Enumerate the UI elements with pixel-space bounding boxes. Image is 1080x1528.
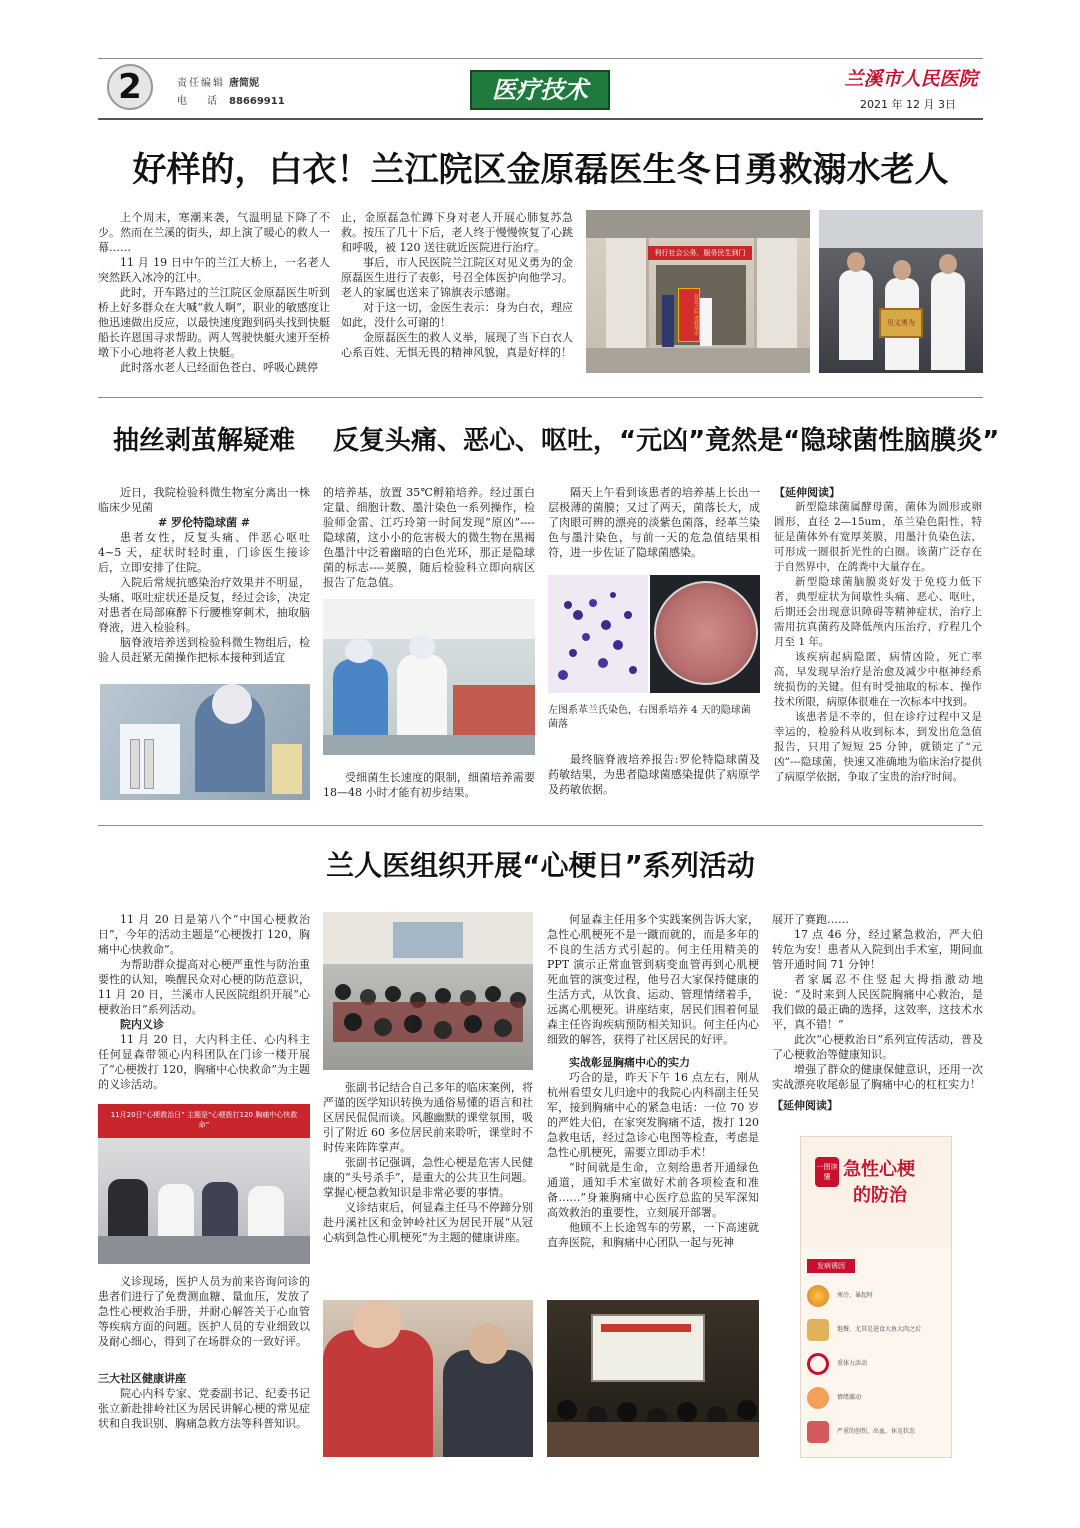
subheading-chest-pain-center: 实战彰显胸痛中心的实力 (569, 1056, 690, 1069)
photo-doctors-award (819, 210, 983, 373)
paragraph: 此次“心梗救治日”系列宣传活动，普及了心梗救治等健康知识。 (772, 1033, 983, 1061)
article2-further-reading (774, 485, 982, 785)
article3-col2 (323, 1080, 533, 1245)
banner-text: 11月20日“心梗救治日” 主题是“心梗拨打120 胸痛中心快救命” (110, 1111, 298, 1129)
photo-community-lecture (323, 912, 533, 1070)
article2-col2-bottom (323, 770, 535, 800)
hospital-logo (838, 64, 984, 91)
paragraph: 义诊现场，医护人员为前来咨询问诊的患者们进行了免费测血糖、量血压，发放了急性心梗救治手册，并耐心解答关于心血管等疾病方面的问题。医护人员的专业细致以及耐心细心，得到了在场群众的一致好评。 (98, 1275, 310, 1348)
exercise-icon (807, 1353, 829, 1375)
paragraph: 该疾病起病隐匿，病情凶险，死亡率高，早发现早治疗是治愈及减少中枢神经系统损伤的关键。但有时受抽取的标本、操作技术所限，病原体很难在一次标本中找到。 (774, 651, 982, 708)
paragraph: 张副书记结合自己多年的临床案例，将严谨的医学知识转换为通俗易懂的语言和社区居民侃侃而谈。风趣幽默的课堂氛围，吸引了附近 60 多位居民前来聆听，课堂时不时传来阵阵掌声。 (323, 1081, 533, 1154)
paragraph: 11 月 19 日中午的兰江大桥上，一名老人突然跃入冰冷的江中。 (98, 256, 330, 284)
editor-name: 唐简妮 (229, 78, 259, 89)
phone-label: 电 话 (177, 96, 217, 107)
seated-audience (547, 1300, 759, 1457)
poster-item (807, 1347, 943, 1381)
article3-headline: 兰人医组织开展“心梗日”系列活动 (326, 849, 755, 882)
paragraph: 11 月 20 日，大内科主任、心内科主任何显森带领心内科团队在门诊一楼开展了“心梗拨打 120，胸痛中心快救命”为主题的义诊活动。 (98, 1033, 310, 1091)
flag-text: 危急之际 勇救落水 (693, 294, 699, 336)
paragraph: 增强了群众的健康保健意识，还用一次实战漂亮收尾彰显了胸痛中心的杠杠实力！ (772, 1063, 983, 1091)
poster-item (807, 1381, 943, 1415)
article1-headline: 好样的，白衣！兰江院区金原磊医生冬日勇救溺水老人 (132, 150, 949, 190)
paragraph: 院心内科专家、党委副书记、纪委书记张立新赴排岭社区为居民讲解心梗的常见症状和自我识别、胸痛急救方法等科普知识。 (98, 1387, 310, 1430)
page-number-badge (107, 64, 153, 110)
paragraph: 义诊结束后，何显森主任马不停蹄分别赴丹溪社区和金钟岭社区为居民开展“从冠心病到急性心肌梗死”为主题的健康讲座。 (323, 1201, 533, 1244)
article2-col3 (548, 485, 760, 560)
subheading-lectures: 三大社区健康讲座 (98, 1372, 186, 1385)
paragraph: 上个周末，寒潮来袭，气温明显下降了不少。然而在兰溪的街头，却上演了暖心的救人一幕…… (98, 211, 330, 254)
hospital-name: 兰溪市人民医院 (844, 68, 978, 90)
article2-col2 (323, 485, 535, 590)
photo-ppt-lecture (547, 1300, 759, 1457)
article3-col1 (98, 912, 310, 1092)
article2-headline: 反复头痛、恶心、呕吐，“元凶”竟然是“隐球菌性脑膜炎” (333, 426, 1000, 456)
paragraph: 17 点 46 分，经过紧急救治，严大伯转危为安！患者从入院到出手术室，期间血管开通时间 71 分钟！ (772, 928, 983, 971)
paragraph: “时间就是生命，立刻给患者开通绿色通道，通知手术室做好术前各项检查和准备……”身兼胸痛中心医疗总监的吴军深知高效救治的重要性，立刻展开部署。 (547, 1161, 759, 1219)
photo-blood-pressure (323, 1300, 533, 1457)
poster-title-2: 的防治 (853, 1185, 907, 1206)
award-plaque (879, 308, 923, 338)
masthead-rule (98, 118, 983, 120)
infographic-poster (800, 1136, 952, 1458)
paragraph: 此时落水老人已经面色苍白、呼吸心跳停 (120, 361, 318, 374)
injury-icon (807, 1421, 829, 1443)
poster-item (807, 1279, 943, 1313)
article1-col1 (98, 210, 330, 375)
article3-col4 (772, 912, 983, 1113)
paragraph: 入院后常规抗感染治疗效果并不明显，头痛、呕吐症状还是反复，经过会诊，决定对患者在局部麻醉下行腰椎穿刺术，抽取脑脊液，进入检验科。 (98, 576, 310, 634)
article1-col2 (341, 210, 573, 360)
paragraph: 此时，开车路过的兰江院区金原磊医生听到桥上好多群众在大喊“救人啊”，职业的敏感度让他迅速做出反应，以最快速度跑到码头找到快艇船长许恩国寻求帮助。两人驾驶快艇火速开至桥墩下小心地将老人救上快艇。 (98, 286, 330, 359)
paragraph: 近日，我院检验科微生物室分离出一株临床少见菌 (98, 486, 310, 514)
paragraph: 展开了赛跑…… (772, 913, 849, 926)
paragraph: 巧合的是，昨天下午 16 点左右，刚从杭州看望女儿归途中的我院心内科副主任吴军，接到胸痛中心的紧急电话：一位 70 岁的严姓大伯，在家突发胸痛不适，拨打 120 急救电话，经过急诊心电图等检查，考虑是急性心肌梗死，需要立即动手术！ (547, 1071, 759, 1159)
paragraph: 新型隐球菌属酵母菌，菌体为圆形或卵圆形，直径 2—15um，革兰染色阳性，特征是菌体外有宽厚荚膜，用墨汁负染色法，可形成一圈很折光性的白圈。该菌广泛存在于自然界中，在鸽粪中大量存在。 (774, 501, 982, 573)
section-title: 医疗技术 (492, 76, 588, 104)
article2-col1 (98, 485, 310, 665)
emotion-icon (807, 1387, 829, 1409)
poster-title-1: 急性心梗 (843, 1159, 915, 1180)
poster-item (807, 1313, 943, 1347)
paragraph: 新型隐球菌脑膜炎好发于免疫力低下者，典型症状为间歇性头痛、恶心、呕吐，后期还会出现意识障碍等精神症状，治疗上需用抗真菌药及降低颅内压治疗，疗程几个月至 1 年。 (774, 576, 982, 648)
phone-number: 88669911 (229, 96, 285, 107)
paragraph: 受细菌生长速度的限制，细菌培养需要 18—48 小时才能有初步结果。 (323, 771, 535, 799)
sun-icon (807, 1285, 829, 1307)
section-divider (98, 397, 983, 398)
paragraph: 11 月 20 日是第八个“中国心梗救治日”，今年的活动主题是“心梗拨打 120，胸痛中心快救命”。 (98, 913, 310, 956)
bacteria-name: # 罗伦特隐球菌 # (157, 516, 251, 529)
poster-section-label: 发病诱因 (807, 1259, 855, 1273)
photo-lab-workers (323, 599, 535, 755)
paragraph: 隔天上午看到该患者的培养基上长出一层极薄的菌膜；又过了两天，菌落长大，成了肉眼可辨的漂亮的淡紫色菌落，经革兰染色与墨汁染色，与前一天的危急值结果相符，进一步佐证了隐球菌感染。 (548, 486, 760, 559)
paragraph: 最终脑脊液培养报告:罗伦特隐球菌及药敏结果，为患者隐球菌感染提供了病原学及药敏依据。 (548, 753, 760, 796)
photo-free-clinic (98, 1104, 310, 1264)
paragraph: 脑脊液培养送到检验科微生物组后，检验人员赶紧无菌操作把标本接种到适宜 (98, 636, 310, 664)
culture-caption: 左图系革兰氏染色，右图系培养 4 天的隐球菌菌落 (548, 705, 751, 730)
audience-heads (323, 912, 533, 1070)
page-number: 2 (118, 67, 142, 107)
plaque-text: 见义勇为 (887, 319, 915, 327)
editor-label: 责任编辑 (177, 78, 225, 89)
poster-item-text: 情绪激动 (837, 1394, 862, 1401)
editor-block (177, 75, 285, 111)
article2-col3-bottom (548, 752, 760, 797)
poster-tag-text: 一图读懂 (816, 1163, 838, 1181)
issue-date: 2021 年 12 月 3日 (860, 98, 956, 111)
article2-kicker: 抽丝剥茧解疑难 (113, 426, 296, 456)
banner-text: 利行社会公务，服务民生到门 (654, 249, 746, 257)
red-banner (648, 246, 752, 260)
article3-col1-bottom (98, 1274, 310, 1431)
poster-tag (815, 1157, 839, 1187)
paragraph: 者家属忍不住竖起大拇指激动地说：“及时来到人民医院胸痛中心救治，是我们做的最正确的选择，这效率，这技术水平，真不错！” (772, 973, 983, 1031)
meal-icon (807, 1319, 829, 1341)
photo-lab-sample (100, 684, 310, 800)
poster-item-text: 严重的创伤、出血、休克状态 (837, 1428, 916, 1435)
paragraph: 事后，市人民医院兰江院区对见义勇为的金原磊医生进行了表彰，号召全体医护向他学习。老人的家属也送来了锦旗表示感谢。 (341, 256, 573, 299)
further-reading-title: 【延伸阅读】 (772, 1099, 838, 1112)
photo-gram-stain (548, 575, 648, 693)
poster-item-text: 重体力活动 (837, 1360, 868, 1367)
paragraph: 为帮助群众提高对心梗严重性与防治重要性的认知，唤醒民众对心梗的防范意识，11 月 20 日，兰溪市人民医院组织开展“心梗救治日”系列活动。 (98, 958, 310, 1016)
silk-banner-flag (678, 288, 700, 342)
paragraph: 他顾不上长途驾车的劳累，一下高速就直奔医院，和胸痛中心团队一起与死神 (547, 1221, 759, 1249)
poster-item-text: 寒冷、暴起时 (837, 1292, 874, 1299)
paragraph: 止，金原磊急忙蹲下身对老人开展心肺复苏急救。按压了几十下后，老人终于慢慢恢复了心跳和呼吸，被 120 送往就近医院进行治疗。 (341, 211, 573, 254)
paragraph: 的培养基，放置 35℃孵箱培养。经过蛋白定量、细胞计数、墨汁染色一系列操作，检验师金雷、江巧玲第一时间发现“原凶”----隐球菌，这小小的危害极大的微生物在黑褐色墨汁中泛着幽暗的白色光环，那正是隐球菌的标志----荚膜，随后检验科立即向病区报告了危急值。 (323, 486, 535, 589)
paragraph: 患者女性，反复头痛、伴恶心呕吐 4~5 天，症状时轻时重，门诊医生接诊后，立即安排了住院。 (98, 531, 310, 574)
paragraph: 对于这一切，金医生表示：身为白衣，理应如此，没什么可谢的！ (341, 301, 573, 329)
paragraph: 何显森主任用多个实践案例告诉大家，急性心肌梗死不是一蹴而就的，而是多年的不良的生活方式引起的。何主任用精美的 PPT 演示正常血管到病变血管再到心肌梗死血管的演变过程，他号召大家保持健康的生活方式，从饮食、运动、管理情绪着手，远离心肌梗死。讲座结束，居民们围着何显森主任咨询疾病预防相关知识。何主任内心细致的解答，获得了社区居民的好评。 (547, 913, 759, 1046)
subheading-clinic: 院内义诊 (120, 1018, 164, 1031)
photo-hospital-entrance (586, 210, 810, 373)
poster-item-text: 饱餐、尤其是进食大鱼大肉之后 (837, 1326, 922, 1333)
photo-culture-plate (650, 575, 760, 693)
paragraph: 张副书记强调，急性心梗是危害人民健康的“头号杀手”，是重大的公共卫生问题。掌握心梗急救知识是非常必要的事情。 (323, 1156, 533, 1199)
section-divider (98, 825, 983, 826)
clinic-banner (98, 1104, 310, 1138)
section-title-box (470, 70, 610, 110)
further-reading-title: 【延伸阅读】 (774, 486, 840, 499)
article3-col3 (547, 912, 759, 1250)
poster-item (807, 1415, 943, 1449)
paragraph: 该患者是不幸的，但在诊疗过程中又是幸运的，检验科从收到标本，到发出危急值报告，只用了短短 25 分钟，就锁定了“元凶”---隐球菌，快速又准确地为临床治疗提供了病原学依据，争取了宝贵的治疗时间。 (774, 711, 982, 783)
top-rule (98, 58, 983, 59)
stain-dots (548, 575, 648, 693)
paragraph: 金原磊医生的救人义举，展现了当下白衣人心系百姓、无惧无畏的精神风貌，真是好样的！ (341, 331, 573, 359)
